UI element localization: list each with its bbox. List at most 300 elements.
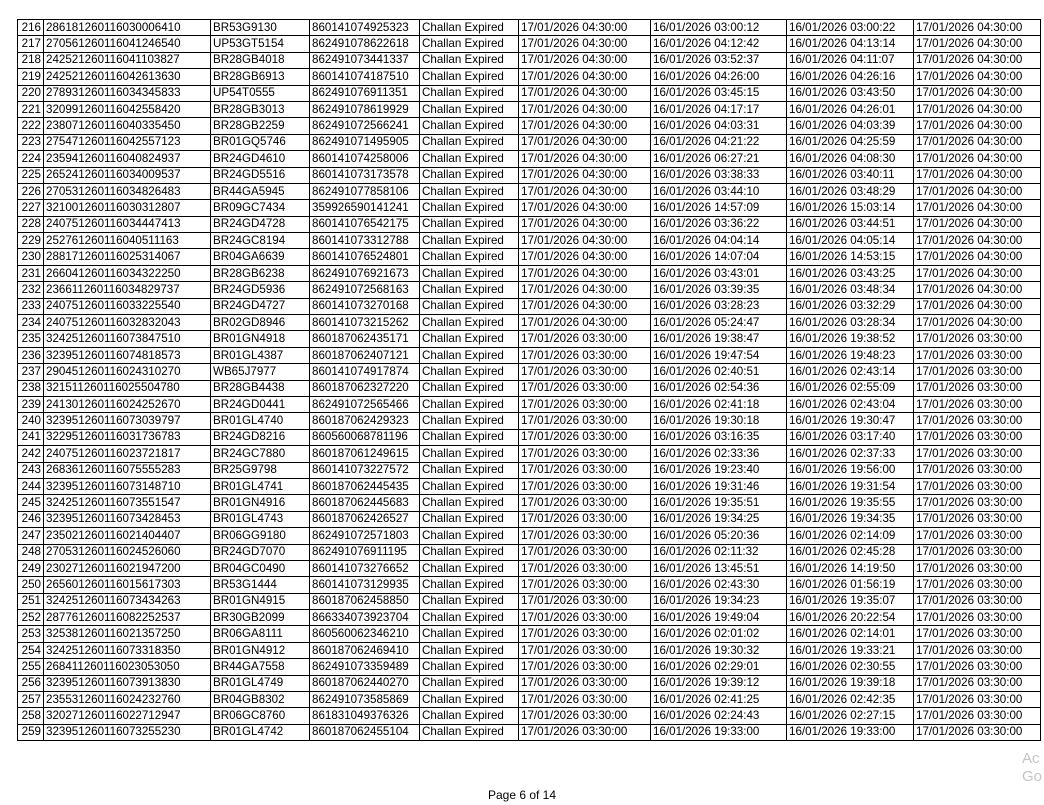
device-imei-cell: 860141073129935 [310, 577, 420, 593]
table-row [18, 265, 1041, 281]
valid-till-datetime-cell: 17/01/2026 03:30:00 [914, 413, 1041, 429]
valid-till-datetime-cell: 17/01/2026 04:30:00 [914, 20, 1041, 36]
table-row [18, 429, 1041, 445]
expiry-datetime-cell: 17/01/2026 04:30:00 [519, 216, 651, 232]
challan-number-cell: 235021260116021404407 [44, 528, 211, 544]
valid-till-datetime-cell: 17/01/2026 03:30:00 [914, 429, 1041, 445]
vehicle-number-cell: BR01GL4387 [211, 347, 310, 363]
table-row [18, 708, 1041, 724]
device-imei-cell: 862491072565466 [310, 396, 420, 412]
challan-number-cell: 235531260116024232760 [44, 692, 211, 708]
challan-status-cell: Challan Expired [420, 708, 519, 724]
valid-till-datetime-cell: 17/01/2026 04:30:00 [914, 183, 1041, 199]
expiry-datetime-cell: 17/01/2026 03:30:00 [519, 446, 651, 462]
end-datetime-cell: 16/01/2026 03:40:11 [787, 167, 914, 183]
device-imei-cell: 860187062426527 [310, 511, 420, 527]
end-datetime-cell: 16/01/2026 14:19:50 [787, 560, 914, 576]
vehicle-number-cell: BR44GA5945 [211, 183, 310, 199]
challan-status-cell: Challan Expired [420, 85, 519, 101]
vehicle-number-cell: BR24GC8194 [211, 233, 310, 249]
device-imei-cell: 860560062346210 [310, 626, 420, 642]
valid-till-datetime-cell: 17/01/2026 03:30:00 [914, 659, 1041, 675]
vehicle-number-cell: BR01GL4742 [211, 724, 310, 740]
table-row [18, 642, 1041, 658]
end-datetime-cell: 16/01/2026 03:00:22 [787, 20, 914, 36]
start-datetime-cell: 16/01/2026 04:26:00 [651, 69, 787, 85]
row-serial-cell: 238 [18, 380, 44, 396]
row-serial-cell: 220 [18, 85, 44, 101]
valid-till-datetime-cell: 17/01/2026 03:30:00 [914, 560, 1041, 576]
row-serial-cell: 254 [18, 642, 44, 658]
challan-status-cell: Challan Expired [420, 151, 519, 167]
row-serial-cell: 222 [18, 118, 44, 134]
challan-number-cell: 325381260116021357250 [44, 626, 211, 642]
vehicle-number-cell: BR53G1444 [211, 577, 310, 593]
challan-number-cell: 321511260116025504780 [44, 380, 211, 396]
start-datetime-cell: 16/01/2026 05:20:36 [651, 528, 787, 544]
valid-till-datetime-cell: 17/01/2026 04:30:00 [914, 151, 1041, 167]
challan-status-cell: Challan Expired [420, 200, 519, 216]
table-row [18, 724, 1041, 740]
end-datetime-cell: 16/01/2026 15:03:14 [787, 200, 914, 216]
challan-status-cell: Challan Expired [420, 233, 519, 249]
vehicle-number-cell: BR24GD8216 [211, 429, 310, 445]
valid-till-datetime-cell: 17/01/2026 03:30:00 [914, 446, 1041, 462]
challan-status-cell: Challan Expired [420, 118, 519, 134]
challan-number-cell: 242521260116041103827 [44, 52, 211, 68]
expiry-datetime-cell: 17/01/2026 03:30:00 [519, 724, 651, 740]
end-datetime-cell: 16/01/2026 02:37:33 [787, 446, 914, 462]
table-row [18, 659, 1041, 675]
vehicle-number-cell: BR25G9798 [211, 462, 310, 478]
device-imei-cell: 860141076524801 [310, 249, 420, 265]
start-datetime-cell: 16/01/2026 19:34:25 [651, 511, 787, 527]
vehicle-number-cell: BR01GL4741 [211, 478, 310, 494]
end-datetime-cell: 16/01/2026 02:30:55 [787, 659, 914, 675]
device-imei-cell: 861831049376326 [310, 708, 420, 724]
expiry-datetime-cell: 17/01/2026 03:30:00 [519, 642, 651, 658]
device-imei-cell: 860187062327220 [310, 380, 420, 396]
expiry-datetime-cell: 17/01/2026 04:30:00 [519, 151, 651, 167]
end-datetime-cell: 16/01/2026 02:55:09 [787, 380, 914, 396]
expiry-datetime-cell: 17/01/2026 03:30:00 [519, 626, 651, 642]
device-imei-cell: 860141073312788 [310, 233, 420, 249]
start-datetime-cell: 16/01/2026 02:11:32 [651, 544, 787, 560]
challan-number-cell: 290451260116024310270 [44, 364, 211, 380]
row-serial-cell: 253 [18, 626, 44, 642]
challan-number-cell: 270531260116024526060 [44, 544, 211, 560]
challan-number-cell: 240751260116034447413 [44, 216, 211, 232]
table-row [18, 396, 1041, 412]
table-row [18, 282, 1041, 298]
start-datetime-cell: 16/01/2026 14:57:09 [651, 200, 787, 216]
valid-till-datetime-cell: 17/01/2026 03:30:00 [914, 642, 1041, 658]
row-serial-cell: 237 [18, 364, 44, 380]
expiry-datetime-cell: 17/01/2026 04:30:00 [519, 249, 651, 265]
challan-status-cell: Challan Expired [420, 20, 519, 36]
table-row [18, 577, 1041, 593]
row-serial-cell: 244 [18, 478, 44, 494]
end-datetime-cell: 16/01/2026 03:44:51 [787, 216, 914, 232]
row-serial-cell: 219 [18, 69, 44, 85]
row-serial-cell: 223 [18, 134, 44, 150]
table-row [18, 380, 1041, 396]
valid-till-datetime-cell: 17/01/2026 03:30:00 [914, 511, 1041, 527]
end-datetime-cell: 16/01/2026 19:56:00 [787, 462, 914, 478]
device-imei-cell: 860141073227572 [310, 462, 420, 478]
challan-status-cell: Challan Expired [420, 544, 519, 560]
expiry-datetime-cell: 17/01/2026 03:30:00 [519, 413, 651, 429]
table-row [18, 364, 1041, 380]
end-datetime-cell: 16/01/2026 14:53:15 [787, 249, 914, 265]
expiry-datetime-cell: 17/01/2026 04:30:00 [519, 233, 651, 249]
device-imei-cell: 866334073923704 [310, 610, 420, 626]
end-datetime-cell: 16/01/2026 02:14:09 [787, 528, 914, 544]
end-datetime-cell: 16/01/2026 03:32:29 [787, 298, 914, 314]
challan-number-cell: 240751260116033225540 [44, 298, 211, 314]
row-serial-cell: 246 [18, 511, 44, 527]
challan-status-cell: Challan Expired [420, 610, 519, 626]
device-imei-cell: 860187062458850 [310, 593, 420, 609]
start-datetime-cell: 16/01/2026 14:07:04 [651, 249, 787, 265]
challan-number-cell: 241301260116024252670 [44, 396, 211, 412]
row-serial-cell: 217 [18, 36, 44, 52]
table-row [18, 52, 1041, 68]
device-imei-cell: 862491073441337 [310, 52, 420, 68]
table-row [18, 544, 1041, 560]
device-imei-cell: 862491078619929 [310, 101, 420, 117]
challan-status-cell: Challan Expired [420, 642, 519, 658]
vehicle-number-cell: BR28GB4438 [211, 380, 310, 396]
vehicle-number-cell: BR53G9130 [211, 20, 310, 36]
end-datetime-cell: 16/01/2026 19:30:47 [787, 413, 914, 429]
vehicle-number-cell: BR30GB2099 [211, 610, 310, 626]
table-row [18, 183, 1041, 199]
expiry-datetime-cell: 17/01/2026 03:30:00 [519, 577, 651, 593]
start-datetime-cell: 16/01/2026 02:40:51 [651, 364, 787, 380]
challan-status-cell: Challan Expired [420, 36, 519, 52]
device-imei-cell: 862491072568163 [310, 282, 420, 298]
start-datetime-cell: 16/01/2026 19:23:40 [651, 462, 787, 478]
vehicle-number-cell: BR01GL4740 [211, 413, 310, 429]
row-serial-cell: 243 [18, 462, 44, 478]
challan-status-cell: Challan Expired [420, 52, 519, 68]
row-serial-cell: 258 [18, 708, 44, 724]
expiry-datetime-cell: 17/01/2026 04:30:00 [519, 265, 651, 281]
challan-status-cell: Challan Expired [420, 101, 519, 117]
device-imei-cell: 860141074258006 [310, 151, 420, 167]
challan-number-cell: 252761260116040511163 [44, 233, 211, 249]
start-datetime-cell: 16/01/2026 04:12:42 [651, 36, 787, 52]
table-row [18, 101, 1041, 117]
row-serial-cell: 216 [18, 20, 44, 36]
table-row [18, 446, 1041, 462]
valid-till-datetime-cell: 17/01/2026 03:30:00 [914, 593, 1041, 609]
valid-till-datetime-cell: 17/01/2026 03:30:00 [914, 462, 1041, 478]
table-row [18, 675, 1041, 691]
challan-number-cell: 230271260116021947200 [44, 560, 211, 576]
row-serial-cell: 236 [18, 347, 44, 363]
row-serial-cell: 227 [18, 200, 44, 216]
table-row [18, 118, 1041, 134]
end-datetime-cell: 16/01/2026 19:33:21 [787, 642, 914, 658]
vehicle-number-cell: BR24GD0441 [211, 396, 310, 412]
device-imei-cell: 860187062407121 [310, 347, 420, 363]
start-datetime-cell: 16/01/2026 19:34:23 [651, 593, 787, 609]
valid-till-datetime-cell: 17/01/2026 03:30:00 [914, 724, 1041, 740]
table-row [18, 495, 1041, 511]
start-datetime-cell: 16/01/2026 04:03:31 [651, 118, 787, 134]
challan-number-cell: 323951260116073148710 [44, 478, 211, 494]
row-serial-cell: 221 [18, 101, 44, 117]
end-datetime-cell: 16/01/2026 20:22:54 [787, 610, 914, 626]
table-row [18, 200, 1041, 216]
challan-status-cell: Challan Expired [420, 511, 519, 527]
expiry-datetime-cell: 17/01/2026 03:30:00 [519, 610, 651, 626]
challan-number-cell: 323951260116073039797 [44, 413, 211, 429]
row-serial-cell: 231 [18, 265, 44, 281]
device-imei-cell: 860187062445435 [310, 478, 420, 494]
challan-status-cell: Challan Expired [420, 659, 519, 675]
device-imei-cell: 860141074187510 [310, 69, 420, 85]
valid-till-datetime-cell: 17/01/2026 03:30:00 [914, 396, 1041, 412]
page-number: Page 6 of 14 [487, 788, 557, 802]
challan-status-cell: Challan Expired [420, 560, 519, 576]
expiry-datetime-cell: 17/01/2026 03:30:00 [519, 478, 651, 494]
challan-number-cell: 240751260116032832043 [44, 315, 211, 331]
expiry-datetime-cell: 17/01/2026 03:30:00 [519, 659, 651, 675]
valid-till-datetime-cell: 17/01/2026 04:30:00 [914, 315, 1041, 331]
start-datetime-cell: 16/01/2026 19:39:12 [651, 675, 787, 691]
start-datetime-cell: 16/01/2026 02:29:01 [651, 659, 787, 675]
valid-till-datetime-cell: 17/01/2026 04:30:00 [914, 69, 1041, 85]
challan-number-cell: 288171260116025314067 [44, 249, 211, 265]
vehicle-number-cell: BR01GQ5746 [211, 134, 310, 150]
expiry-datetime-cell: 17/01/2026 03:30:00 [519, 528, 651, 544]
challan-number-cell: 323951260116074818573 [44, 347, 211, 363]
valid-till-datetime-cell: 17/01/2026 04:30:00 [914, 101, 1041, 117]
vehicle-number-cell: BR28GB6238 [211, 265, 310, 281]
end-datetime-cell: 16/01/2026 03:48:34 [787, 282, 914, 298]
start-datetime-cell: 16/01/2026 03:36:22 [651, 216, 787, 232]
end-datetime-cell: 16/01/2026 03:43:25 [787, 265, 914, 281]
challan-status-cell: Challan Expired [420, 282, 519, 298]
challan-number-cell: 321001260116030312807 [44, 200, 211, 216]
row-serial-cell: 248 [18, 544, 44, 560]
row-serial-cell: 257 [18, 692, 44, 708]
valid-till-datetime-cell: 17/01/2026 03:30:00 [914, 380, 1041, 396]
challan-number-cell: 235941260116040824937 [44, 151, 211, 167]
vehicle-number-cell: BR06GG9180 [211, 528, 310, 544]
expiry-datetime-cell: 17/01/2026 04:30:00 [519, 200, 651, 216]
device-imei-cell: 860187061249615 [310, 446, 420, 462]
expiry-datetime-cell: 17/01/2026 04:30:00 [519, 36, 651, 52]
end-datetime-cell: 16/01/2026 04:25:59 [787, 134, 914, 150]
end-datetime-cell: 16/01/2026 19:34:35 [787, 511, 914, 527]
expiry-datetime-cell: 17/01/2026 04:30:00 [519, 118, 651, 134]
end-datetime-cell: 16/01/2026 19:38:52 [787, 331, 914, 347]
row-serial-cell: 239 [18, 396, 44, 412]
table-row [18, 249, 1041, 265]
vehicle-number-cell: BR24GD7070 [211, 544, 310, 560]
valid-till-datetime-cell: 17/01/2026 03:30:00 [914, 577, 1041, 593]
challan-status-cell: Challan Expired [420, 347, 519, 363]
table-row [18, 69, 1041, 85]
end-datetime-cell: 16/01/2026 19:39:18 [787, 675, 914, 691]
expiry-datetime-cell: 17/01/2026 03:30:00 [519, 708, 651, 724]
expiry-datetime-cell: 17/01/2026 04:30:00 [519, 134, 651, 150]
device-imei-cell: 860141076542175 [310, 216, 420, 232]
expiry-datetime-cell: 17/01/2026 03:30:00 [519, 692, 651, 708]
table-row [18, 692, 1041, 708]
row-serial-cell: 251 [18, 593, 44, 609]
device-imei-cell: 860141073215262 [310, 315, 420, 331]
vehicle-number-cell: BR28GB3013 [211, 101, 310, 117]
valid-till-datetime-cell: 17/01/2026 04:30:00 [914, 233, 1041, 249]
start-datetime-cell: 16/01/2026 02:33:36 [651, 446, 787, 462]
vehicle-number-cell: BR01GN4915 [211, 593, 310, 609]
end-datetime-cell: 16/01/2026 04:05:14 [787, 233, 914, 249]
end-datetime-cell: 16/01/2026 02:14:01 [787, 626, 914, 642]
vehicle-number-cell: BR24GD4727 [211, 298, 310, 314]
vehicle-number-cell: BR28GB4018 [211, 52, 310, 68]
expiry-datetime-cell: 17/01/2026 04:30:00 [519, 85, 651, 101]
expiry-datetime-cell: 17/01/2026 03:30:00 [519, 511, 651, 527]
table-row [18, 36, 1041, 52]
challan-number-cell: 268411260116023053050 [44, 659, 211, 675]
table-row [18, 511, 1041, 527]
end-datetime-cell: 16/01/2026 03:43:50 [787, 85, 914, 101]
challan-status-cell: Challan Expired [420, 364, 519, 380]
start-datetime-cell: 16/01/2026 02:43:30 [651, 577, 787, 593]
challan-number-cell: 236611260116034829737 [44, 282, 211, 298]
end-datetime-cell: 16/01/2026 04:26:16 [787, 69, 914, 85]
vehicle-number-cell: UP53GT5154 [211, 36, 310, 52]
device-imei-cell: 860141073270168 [310, 298, 420, 314]
start-datetime-cell: 16/01/2026 19:35:51 [651, 495, 787, 511]
row-serial-cell: 234 [18, 315, 44, 331]
challan-number-cell: 270561260116041246540 [44, 36, 211, 52]
challan-status-cell: Challan Expired [420, 183, 519, 199]
challan-status-cell: Challan Expired [420, 413, 519, 429]
challan-status-cell: Challan Expired [420, 315, 519, 331]
challan-status-cell: Challan Expired [420, 167, 519, 183]
end-datetime-cell: 16/01/2026 19:33:00 [787, 724, 914, 740]
table-row [18, 347, 1041, 363]
row-serial-cell: 242 [18, 446, 44, 462]
expiry-datetime-cell: 17/01/2026 04:30:00 [519, 183, 651, 199]
challan-number-cell: 275471260116042557123 [44, 134, 211, 150]
challan-number-cell: 324251260116073434263 [44, 593, 211, 609]
challan-number-cell: 270531260116034826483 [44, 183, 211, 199]
table-body [18, 20, 1041, 741]
start-datetime-cell: 16/01/2026 03:28:23 [651, 298, 787, 314]
start-datetime-cell: 16/01/2026 03:00:12 [651, 20, 787, 36]
challan-number-cell: 265601260116015617303 [44, 577, 211, 593]
end-datetime-cell: 16/01/2026 02:45:28 [787, 544, 914, 560]
device-imei-cell: 860141073173578 [310, 167, 420, 183]
challan-status-cell: Challan Expired [420, 593, 519, 609]
row-serial-cell: 224 [18, 151, 44, 167]
challan-status-cell: Challan Expired [420, 478, 519, 494]
table-row [18, 626, 1041, 642]
start-datetime-cell: 16/01/2026 19:31:46 [651, 478, 787, 494]
start-datetime-cell: 16/01/2026 19:30:32 [651, 642, 787, 658]
challan-status-cell: Challan Expired [420, 69, 519, 85]
table-row [18, 560, 1041, 576]
table-row [18, 593, 1041, 609]
start-datetime-cell: 16/01/2026 03:45:15 [651, 85, 787, 101]
challan-status-cell: Challan Expired [420, 298, 519, 314]
end-datetime-cell: 16/01/2026 02:43:14 [787, 364, 914, 380]
table-row [18, 216, 1041, 232]
row-serial-cell: 218 [18, 52, 44, 68]
expiry-datetime-cell: 17/01/2026 03:30:00 [519, 331, 651, 347]
end-datetime-cell: 16/01/2026 01:56:19 [787, 577, 914, 593]
device-imei-cell: 860187062435171 [310, 331, 420, 347]
valid-till-datetime-cell: 17/01/2026 03:30:00 [914, 364, 1041, 380]
valid-till-datetime-cell: 17/01/2026 04:30:00 [914, 282, 1041, 298]
end-datetime-cell: 16/01/2026 02:42:35 [787, 692, 914, 708]
row-serial-cell: 247 [18, 528, 44, 544]
vehicle-number-cell: BR44GA7558 [211, 659, 310, 675]
challan-status-cell: Challan Expired [420, 724, 519, 740]
device-imei-cell: 862491072566241 [310, 118, 420, 134]
device-imei-cell: 860187062445683 [310, 495, 420, 511]
challan-number-cell: 320991260116042558420 [44, 101, 211, 117]
valid-till-datetime-cell: 17/01/2026 04:30:00 [914, 298, 1041, 314]
expiry-datetime-cell: 17/01/2026 03:30:00 [519, 675, 651, 691]
expiry-datetime-cell: 17/01/2026 03:30:00 [519, 560, 651, 576]
vehicle-number-cell: BR28GB2259 [211, 118, 310, 134]
valid-till-datetime-cell: 17/01/2026 04:30:00 [914, 85, 1041, 101]
challan-number-cell: 323951260116073428453 [44, 511, 211, 527]
row-serial-cell: 229 [18, 233, 44, 249]
vehicle-number-cell: BR04GC0490 [211, 560, 310, 576]
valid-till-datetime-cell: 17/01/2026 03:30:00 [914, 610, 1041, 626]
end-datetime-cell: 16/01/2026 19:35:55 [787, 495, 914, 511]
valid-till-datetime-cell: 17/01/2026 03:30:00 [914, 626, 1041, 642]
row-serial-cell: 240 [18, 413, 44, 429]
end-datetime-cell: 16/01/2026 04:11:07 [787, 52, 914, 68]
end-datetime-cell: 16/01/2026 19:35:07 [787, 593, 914, 609]
start-datetime-cell: 16/01/2026 19:49:04 [651, 610, 787, 626]
valid-till-datetime-cell: 17/01/2026 04:30:00 [914, 265, 1041, 281]
start-datetime-cell: 16/01/2026 04:04:14 [651, 233, 787, 249]
valid-till-datetime-cell: 17/01/2026 04:30:00 [914, 36, 1041, 52]
vehicle-number-cell: BR04GA6639 [211, 249, 310, 265]
challan-number-cell: 268361260116075555283 [44, 462, 211, 478]
challan-status-cell: Challan Expired [420, 675, 519, 691]
device-imei-cell: 862491071495905 [310, 134, 420, 150]
start-datetime-cell: 16/01/2026 06:27:21 [651, 151, 787, 167]
valid-till-datetime-cell: 17/01/2026 04:30:00 [914, 216, 1041, 232]
valid-till-datetime-cell: 17/01/2026 03:30:00 [914, 331, 1041, 347]
challan-status-cell: Challan Expired [420, 380, 519, 396]
vehicle-number-cell: BR09GC7434 [211, 200, 310, 216]
expiry-datetime-cell: 17/01/2026 03:30:00 [519, 396, 651, 412]
challan-number-cell: 286181260116030006410 [44, 20, 211, 36]
row-serial-cell: 228 [18, 216, 44, 232]
expiry-datetime-cell: 17/01/2026 03:30:00 [519, 495, 651, 511]
expiry-datetime-cell: 17/01/2026 03:30:00 [519, 462, 651, 478]
row-serial-cell: 226 [18, 183, 44, 199]
watermark-line-2: Go [1022, 768, 1043, 785]
challan-number-cell: 320271260116022712947 [44, 708, 211, 724]
row-serial-cell: 241 [18, 429, 44, 445]
row-serial-cell: 252 [18, 610, 44, 626]
start-datetime-cell: 16/01/2026 02:24:43 [651, 708, 787, 724]
